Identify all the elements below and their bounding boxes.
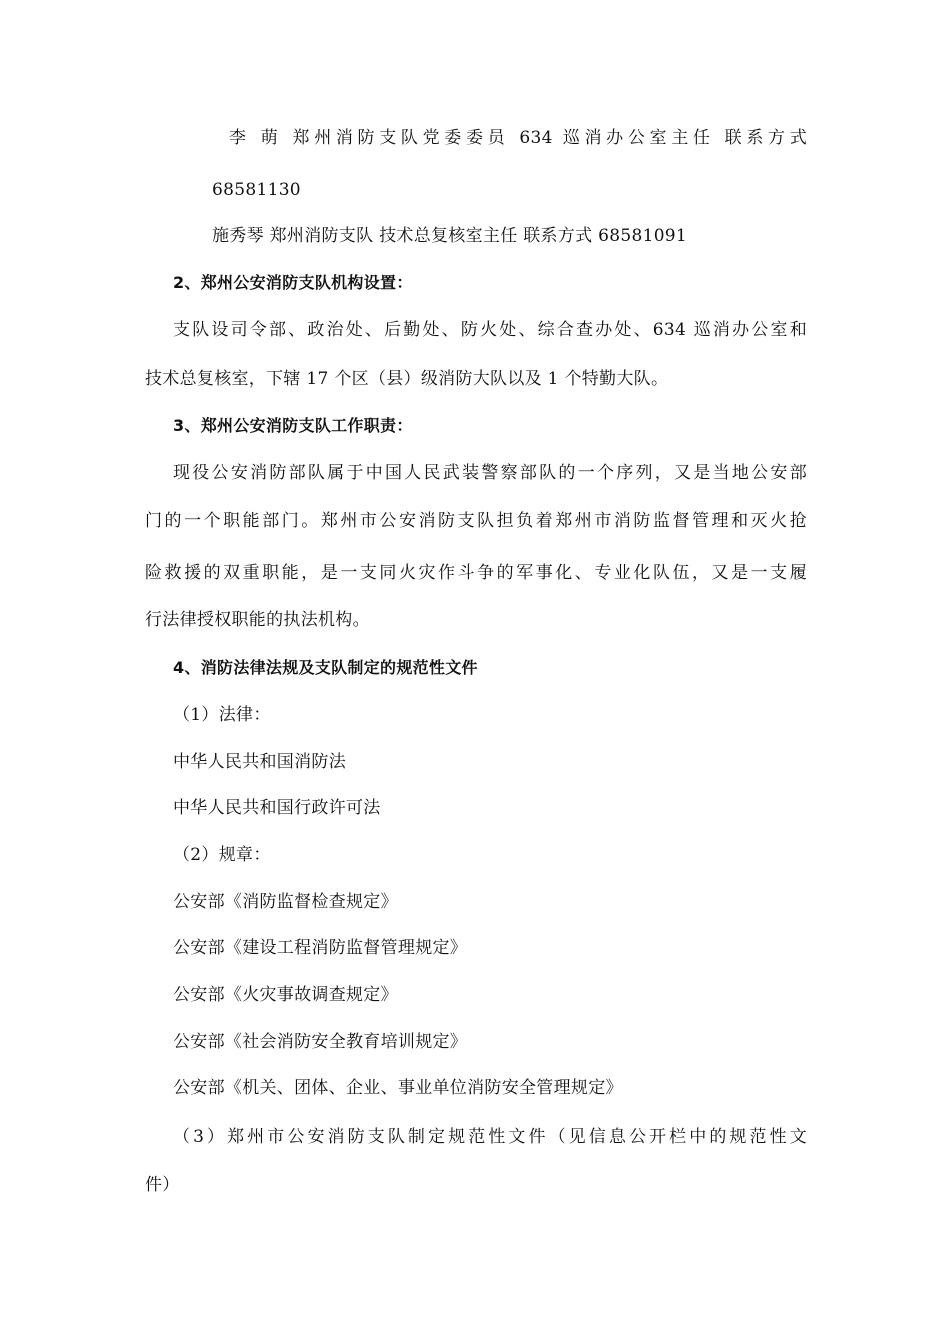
section3-paragraph-line1: 现役公安消防部队属于中国人民武装警察部队的一个序列，又是当地公安部 (173, 463, 807, 483)
contact-shi-xiuqin-line: 施秀琴 郑州消防支队 技术总复核室主任 联系方式 68581091 (212, 226, 688, 246)
law-item-administrative-license: 中华人民共和国行政许可法 (173, 798, 381, 818)
law-item-fire-protection: 中华人民共和国消防法 (173, 752, 346, 772)
contact-li-meng-line1: 李 萌 郑州消防支队党委委员 634 巡消办公室主任 联系方式 (229, 128, 807, 148)
laws-label: （1）法律： (173, 705, 271, 725)
local-documents-line1: （3）郑州市公安消防支队制定规范性文件（见信息公开栏中的规范性文 (173, 1127, 807, 1147)
rule-item-safety-management: 公安部《机关、团体、企业、事业单位消防安全管理规定》 (173, 1078, 623, 1098)
section3-paragraph-line4: 行法律授权职能的执法机构。 (145, 610, 370, 630)
section2-heading: 2、郑州公安消防支队机构设置： (173, 273, 413, 292)
rule-item-education-training: 公安部《社会消防安全教育培训规定》 (173, 1032, 468, 1052)
section4-heading: 4、消防法律法规及支队制定的规范性文件 (173, 658, 478, 677)
rules-label: （2）规章： (173, 845, 271, 865)
rule-item-inspection: 公安部《消防监督检查规定》 (173, 892, 398, 912)
section3-heading: 3、郑州公安消防支队工作职责： (173, 416, 413, 435)
section2-paragraph-line2: 技术总复核室，下辖 17 个区（县）级消防大队以及 1 个特勤大队。 (145, 369, 669, 389)
rule-item-fire-investigation: 公安部《火灾事故调查规定》 (173, 985, 398, 1005)
rule-item-construction: 公安部《建设工程消防监督管理规定》 (173, 938, 468, 958)
section2-paragraph-line1: 支队设司令部、政治处、后勤处、防火处、综合查办处、634 巡消办公室和 (173, 320, 807, 340)
contact-li-meng-phone: 68581130 (212, 180, 301, 200)
local-documents-line2: 件） (145, 1175, 180, 1195)
section3-paragraph-line3: 险救援的双重职能，是一支同火灾作斗争的军事化、专业化队伍，又是一支履 (145, 563, 807, 583)
section3-paragraph-line2: 门的一个职能部门。郑州市公安消防支队担负着郑州市消防监督管理和灭火抢 (145, 511, 807, 531)
